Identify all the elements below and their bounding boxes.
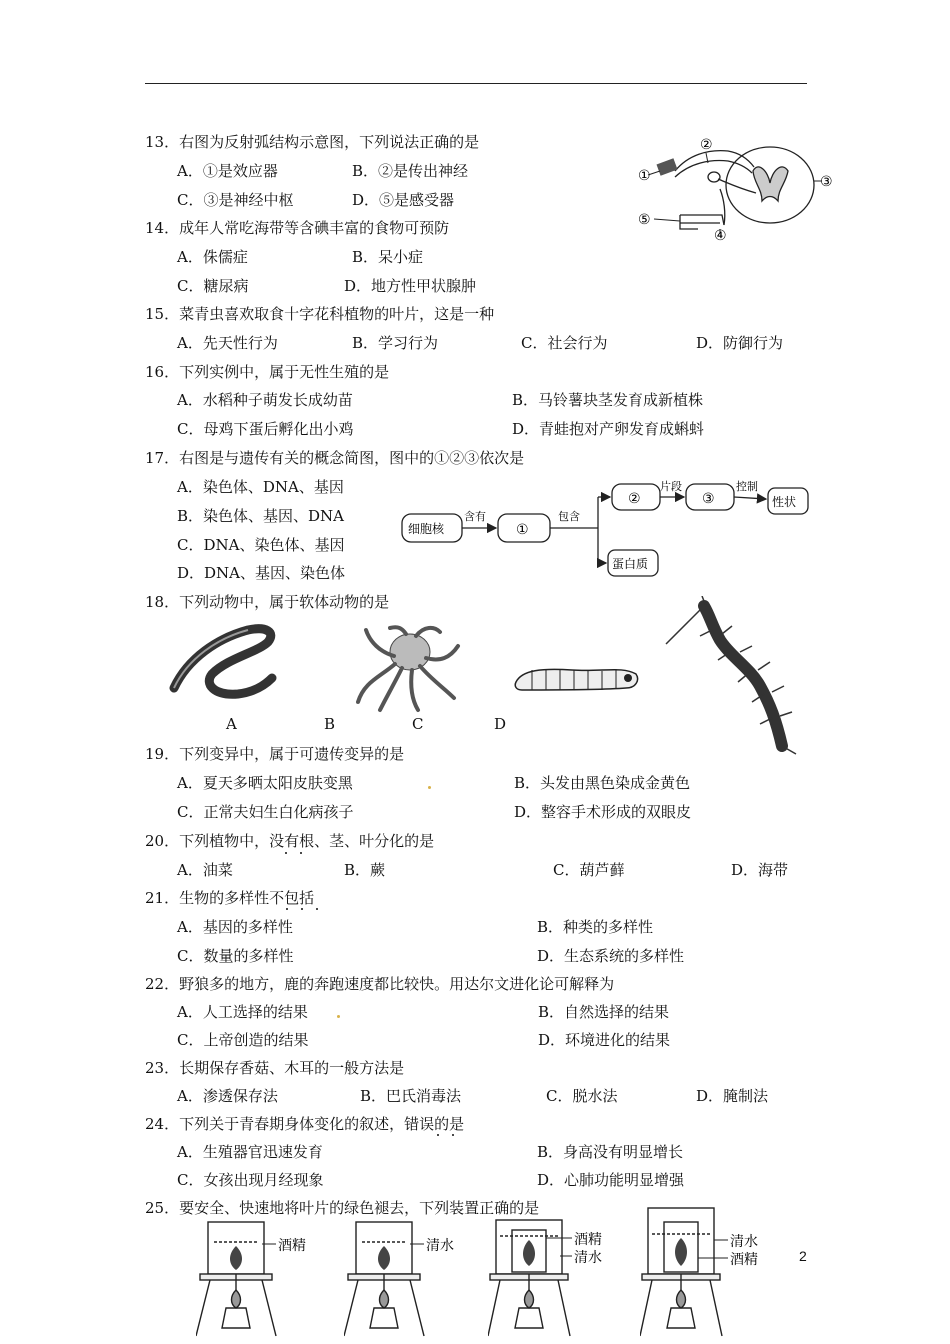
emphasis-dot xyxy=(452,1134,454,1136)
silkworm-image xyxy=(512,656,644,696)
q19-option-a[interactable]: A．夏天多晒太阳皮肤变黑 xyxy=(177,774,353,792)
apparatus-d-label-top: 清水 xyxy=(730,1234,758,1250)
emphasis-dot xyxy=(437,1134,439,1136)
q21-option-d[interactable]: D．生态系统的多样性 xyxy=(537,947,685,965)
q13-label-1: ① xyxy=(638,168,651,184)
q16-option-c[interactable]: C．母鸡下蛋后孵化出小鸡 xyxy=(177,420,354,438)
q18-label-a[interactable]: A xyxy=(226,715,237,733)
q16-option-b[interactable]: B．马铃薯块茎发育成新植株 xyxy=(512,391,704,409)
q21-option-b[interactable]: B．种类的多样性 xyxy=(537,918,654,936)
apparatus-c-label-bottom: 清水 xyxy=(574,1250,602,1266)
q14-option-c[interactable]: C．糖尿病 xyxy=(177,277,249,295)
apparatus-a xyxy=(196,1218,324,1340)
q22-stem: 22．野狼多的地方，鹿的奔跑速度都比较快。用达尔文进化论可解释为 xyxy=(145,975,615,993)
apparatus-d-label-bottom: 酒精 xyxy=(730,1252,758,1268)
apparatus-b-label: 清水 xyxy=(426,1238,454,1254)
apparatus-c xyxy=(488,1218,618,1340)
q14-option-a[interactable]: A．侏儒症 xyxy=(177,248,248,266)
q18-label-d[interactable]: D xyxy=(494,715,507,733)
q24-option-a[interactable]: A．生殖器官迅速发育 xyxy=(177,1143,323,1161)
q20-option-a[interactable]: A．油菜 xyxy=(177,861,233,879)
q25-stem: 25．要安全、快速地将叶片的绿色褪去，下列装置正确的是 xyxy=(145,1199,540,1217)
q24-stem: 24．下列关于青春期身体变化的叙述，错误的是 xyxy=(145,1115,465,1133)
q23-option-c[interactable]: C．脱水法 xyxy=(546,1087,618,1105)
q20-option-d[interactable]: D．海带 xyxy=(731,861,789,879)
q13-label-4: ④ xyxy=(714,228,727,244)
emphasis-dot xyxy=(286,908,288,910)
q13-option-c[interactable]: C．③是神经中枢 xyxy=(177,191,294,209)
q16-option-a[interactable]: A．水稻种子萌发长成幼苗 xyxy=(177,391,353,409)
q20-option-c[interactable]: C．葫芦藓 xyxy=(553,861,625,879)
q20-stem: 20．下列植物中，没有根、茎、叶分化的是 xyxy=(145,832,435,850)
diagram-node-1: ① xyxy=(516,522,529,538)
q15-option-d[interactable]: D．防御行为 xyxy=(696,334,784,352)
diagram-fragment: 片段 xyxy=(660,480,682,493)
diagram-control: 控制 xyxy=(736,480,758,493)
q21-stem: 21．生物的多样性不包括 xyxy=(145,889,315,907)
q21-option-c[interactable]: C．数量的多样性 xyxy=(177,947,294,965)
q15-option-b[interactable]: B．学习行为 xyxy=(352,334,439,352)
q24-option-b[interactable]: B．身高没有明显增长 xyxy=(537,1143,684,1161)
q22-option-b[interactable]: B．自然选择的结果 xyxy=(538,1003,670,1021)
apparatus-d xyxy=(640,1204,770,1340)
diagram-node-3: ③ xyxy=(702,491,715,507)
emphasis-dot xyxy=(285,852,287,854)
q22-option-a[interactable]: A．人工选择的结果 xyxy=(177,1003,308,1021)
diagram-nucleus: 细胞核 xyxy=(408,522,445,536)
q23-option-d[interactable]: D．腌制法 xyxy=(696,1087,769,1105)
q18-stem: 18．下列动物中，属于软体动物的是 xyxy=(145,593,390,611)
q13-option-d[interactable]: D．⑤是感受器 xyxy=(352,191,455,209)
q19-option-d[interactable]: D．整容手术形成的双眼皮 xyxy=(514,803,692,821)
diagram-protein: 蛋白质 xyxy=(612,557,649,571)
q13-option-b[interactable]: B．②是传出神经 xyxy=(352,162,469,180)
q17-option-d[interactable]: D．DNA、基因、染色体 xyxy=(177,564,346,582)
q23-option-a[interactable]: A．渗透保存法 xyxy=(177,1087,278,1105)
diagram-has: 含有 xyxy=(464,510,486,523)
q17-option-a[interactable]: A．染色体、DNA、基因 xyxy=(177,478,344,496)
q21-option-a[interactable]: A．基因的多样性 xyxy=(177,918,293,936)
q14-option-d[interactable]: D．地方性甲状腺肿 xyxy=(344,277,477,295)
apparatus-c-label-top: 酒精 xyxy=(574,1232,602,1248)
diagram-contains: 包含 xyxy=(558,510,580,523)
q13-label-5: ⑤ xyxy=(638,212,651,228)
q22-option-c[interactable]: C．上帝创造的结果 xyxy=(177,1031,309,1049)
q23-stem: 23．长期保存香菇、木耳的一般方法是 xyxy=(145,1059,405,1077)
apparatus-b xyxy=(344,1218,464,1340)
q15-option-c[interactable]: C．社会行为 xyxy=(521,334,608,352)
stray-dot xyxy=(428,786,431,789)
q16-option-d[interactable]: D．青蛙抱对产卵发育成蝌蚪 xyxy=(512,420,705,438)
q22-option-d[interactable]: D．环境进化的结果 xyxy=(538,1031,671,1049)
q14-option-b[interactable]: B．呆小症 xyxy=(352,248,424,266)
q20-option-b[interactable]: B．蕨 xyxy=(344,861,386,879)
q19-option-c[interactable]: C．正常夫妇生白化病孩子 xyxy=(177,803,354,821)
emphasis-dot xyxy=(300,852,302,854)
centipede-image xyxy=(660,596,820,756)
heredity-concept-diagram xyxy=(398,474,818,582)
q15-option-a[interactable]: A．先天性行为 xyxy=(177,334,278,352)
emphasis-dot xyxy=(316,908,318,910)
q14-stem: 14．成年人常吃海带等含碘丰富的食物可预防 xyxy=(145,219,450,237)
q24-option-c[interactable]: C．女孩出现月经现象 xyxy=(177,1171,324,1189)
q19-option-b[interactable]: B．头发由黑色染成金黄色 xyxy=(514,774,691,792)
reflex-arc-diagram xyxy=(628,133,838,245)
q19-stem: 19．下列变异中，属于可遗传变异的是 xyxy=(145,745,405,763)
apparatus-a-label: 酒精 xyxy=(278,1238,306,1254)
diagram-trait: 性状 xyxy=(772,495,797,509)
header-rule xyxy=(145,83,807,84)
q18-label-b[interactable]: B xyxy=(324,715,336,733)
emphasis-dot xyxy=(301,908,303,910)
q17-option-c[interactable]: C．DNA、染色体、基因 xyxy=(177,536,345,554)
q13-stem: 13．右图为反射弧结构示意图，下列说法正确的是 xyxy=(145,133,480,151)
q24-option-d[interactable]: D．心肺功能明显增强 xyxy=(537,1171,685,1189)
page-number: 2 xyxy=(799,1248,807,1264)
stray-dot xyxy=(337,1015,340,1018)
q13-label-2: ② xyxy=(700,137,713,153)
q16-stem: 16．下列实例中，属于无性生殖的是 xyxy=(145,363,390,381)
q13-label-3: ③ xyxy=(820,174,833,190)
q17-option-b[interactable]: B．染色体、基因、DNA xyxy=(177,507,345,525)
q13-option-a[interactable]: A．①是效应器 xyxy=(177,162,278,180)
q18-label-c[interactable]: C xyxy=(412,715,424,733)
diagram-node-2: ② xyxy=(628,491,641,507)
q17-stem: 17．右图是与遗传有关的概念简图，图中的①②③依次是 xyxy=(145,449,525,467)
earthworm-image xyxy=(168,618,280,710)
octopus-image xyxy=(350,622,462,714)
q23-option-b[interactable]: B．巴氏消毒法 xyxy=(360,1087,462,1105)
q15-stem: 15．菜青虫喜欢取食十字花科植物的叶片，这是一种 xyxy=(145,305,495,323)
